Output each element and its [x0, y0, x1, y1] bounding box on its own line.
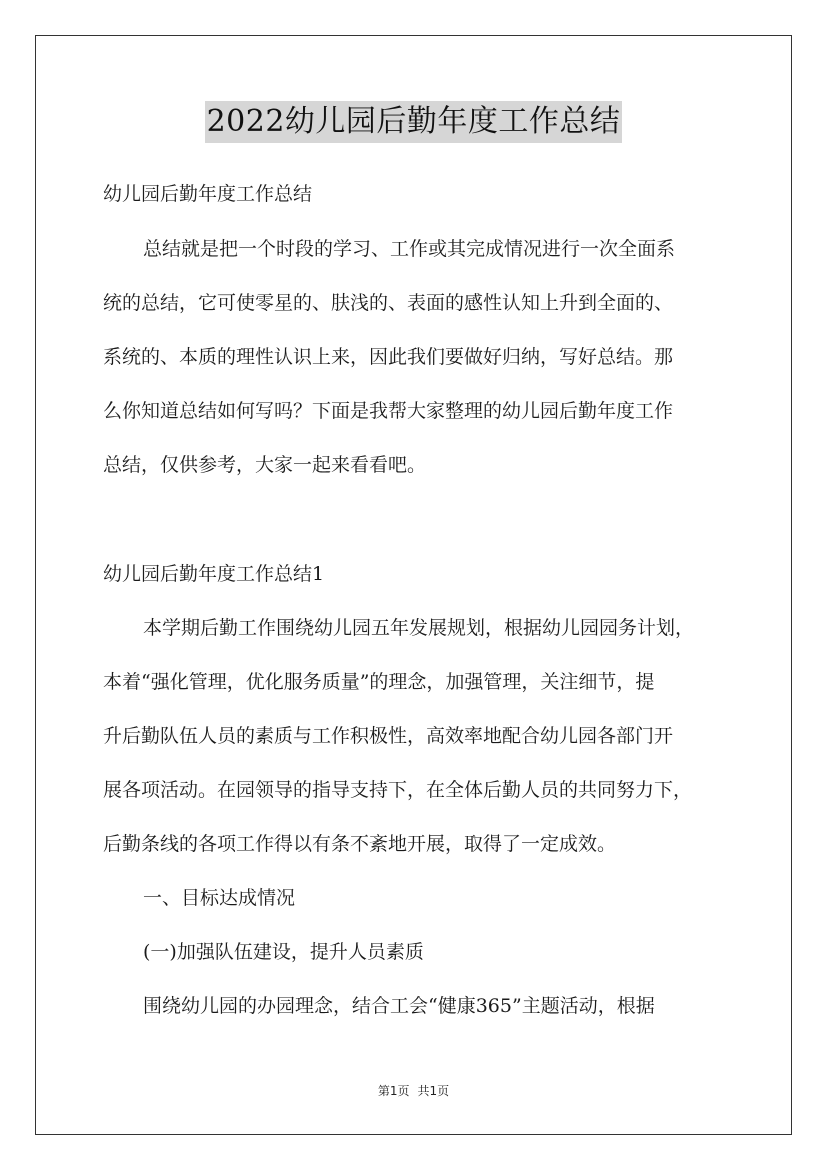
goals-heading: 一、目标达成情况: [143, 887, 296, 909]
section-1-line-2: 本着“强化管理，优化服务质量”的理念，加强管理，关注细节，提: [103, 671, 655, 693]
section-1-line-4: 展各项活动。在园领导的指导支持下，在全体后勤人员的共同努力下，: [103, 779, 693, 801]
section-1-line-3: 升后勤队伍人员的素质与工作积极性，高效率地配合幼儿园各部门开: [103, 725, 674, 747]
page-current-label: 第1页: [377, 1084, 410, 1098]
document-subtitle: 幼儿园后勤年度工作总结: [103, 183, 313, 205]
title-container: [0, 101, 827, 143]
intro-line-3: 系统的、本质的理性认识上来，因此我们要做好归纳，写好总结。那: [103, 346, 674, 368]
section-1-line-5: 后勤条线的各项工作得以有条不紊地开展，取得了一定成效。: [103, 833, 617, 855]
section-1-line-1: 本学期后勤工作围绕幼儿园五年发展规划，根据幼儿园园务计划，: [143, 617, 695, 639]
page-footer: [0, 1083, 827, 1099]
intro-line-4: 么你知道总结如何写吗？下面是我帮大家整理的幼儿园后勤年度工作: [103, 400, 674, 422]
intro-line-1: 总结就是把一个时段的学习、工作或其完成情况进行一次全面系: [143, 238, 676, 260]
intro-line-5: 总结，仅供参考，大家一起来看看吧。: [103, 454, 427, 476]
team-heading: (一)加强队伍建设，提升人员素质: [143, 941, 424, 963]
document-title: 2022幼儿园后勤年度工作总结: [205, 101, 623, 143]
intro-line-2: 统的总结，它可使零星的、肤浅的、表面的感性认知上升到全面的、: [103, 292, 674, 314]
section-1-heading: 幼儿园后勤年度工作总结1: [103, 563, 325, 585]
page-total-label: 共1页: [417, 1084, 450, 1098]
body-last-line: 围绕幼儿园的办园理念，结合工会“健康365”主题活动，根据: [143, 995, 655, 1017]
